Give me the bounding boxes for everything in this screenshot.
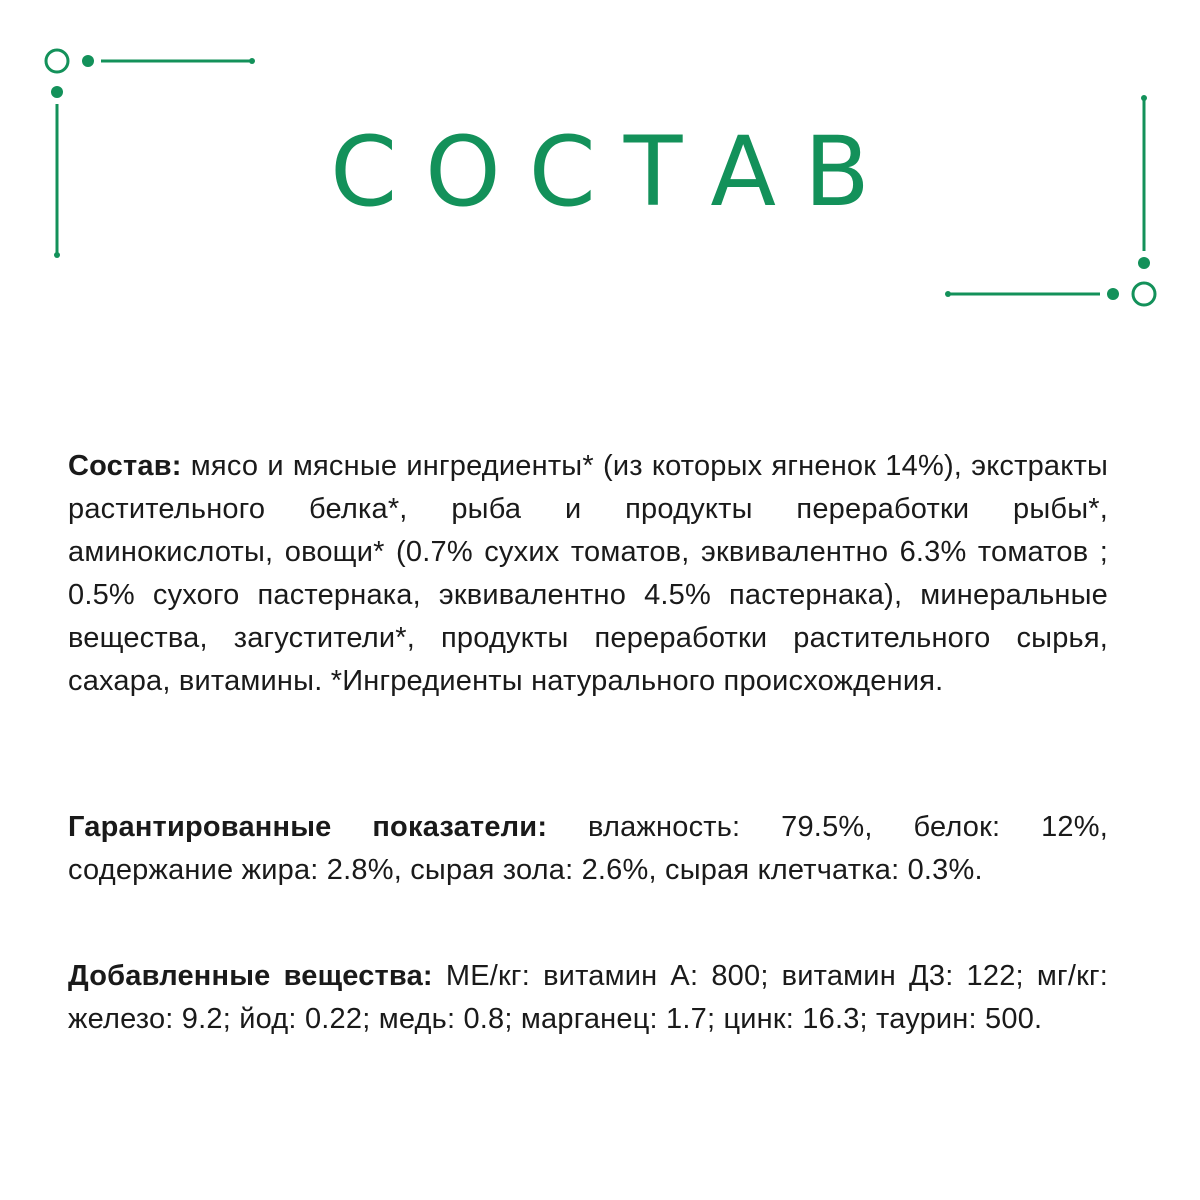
page-title: СОСТАВ [330,116,898,228]
additives-text: МЕ/кг: витамин А: 800; витамин Д3: 122; мг/кг: железо: 9.2; йод: 0.22; медь: 0.8; марганец: 1.7; цинк: 16.3; таурин: 500. [68,960,1109,1035]
composition-text: мясо и мясные ингредиенты* (из которых ягненок 14%), экстракты растительного белка*, рыба и продукты переработки рыбы*, аминокислоты, овощи* (0.7% сухих томатов, эквивалентно 6.3% томатов ; 0.5% сухого пастернака, эквивалентно 4.5% пастернака), минеральные вещества, загустители*, продукты переработки растительного сырья, сахара, витамины. *Ингредиенты натурального происхождения. [68,450,1108,697]
additives-label: Добавленные вещества: [68,960,433,992]
guaranteed-label: Гарантированные показатели: [68,811,548,843]
composition-label: Состав: [68,450,182,482]
additives-paragraph [68,955,1108,1041]
composition-paragraph [68,445,1108,703]
guaranteed-text: влажность: 79.5%, белок: 12%, содержание жира: 2.8%, сырая зола: 2.6%, сырая клетчатка: 0.3%. [68,811,1108,886]
guaranteed-paragraph [68,806,1108,892]
